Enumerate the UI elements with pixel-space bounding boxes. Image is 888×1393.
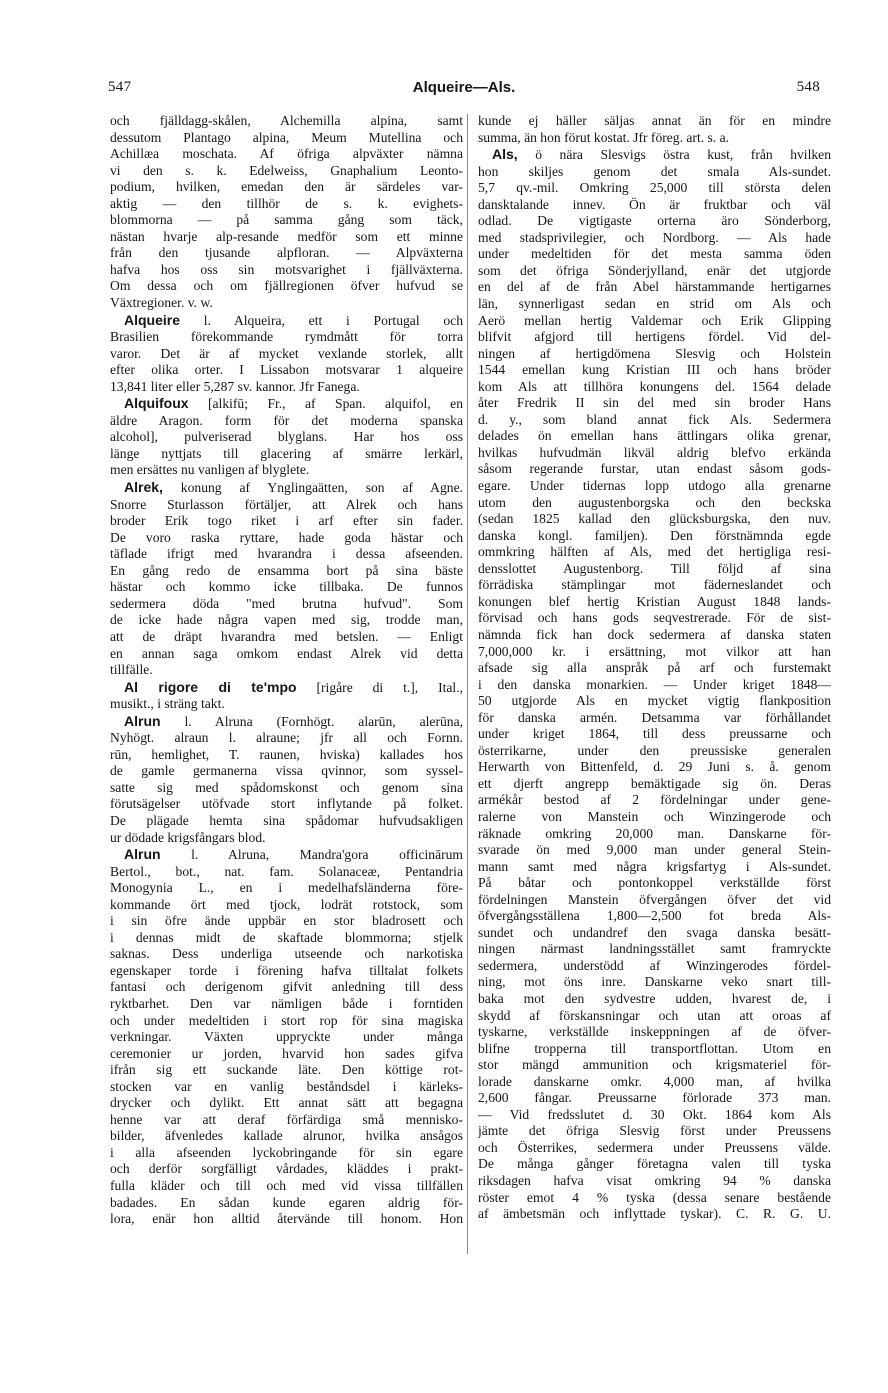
line-text: under kriget 1864, till dess preussarne och — [478, 726, 831, 742]
text-line — [478, 164, 831, 181]
line-text: att de dräpt hvarandra med betslen. — Enligt — [110, 628, 463, 644]
text-line — [478, 213, 831, 230]
line-text: blommorna — på samma gång som täck, — [110, 212, 463, 228]
line-text: Bertol., bot., nat. fam. Solanaceæ, Pentandria — [110, 863, 463, 879]
text-line — [110, 1178, 463, 1195]
text-line — [478, 197, 831, 214]
line-text: österrikarne, under den preussiske generalen — [478, 742, 831, 758]
text-line — [110, 747, 463, 764]
line-text: ur dödade krigsfångars blod. — [110, 829, 266, 845]
line-text: öfvergångsställena 1,800—2,500 fot breda Als- — [478, 908, 831, 924]
line-text: vi den s. k. Edelweiss, Gnaphalium Leonto- — [110, 162, 463, 178]
text-line — [478, 577, 831, 594]
text-line — [110, 262, 463, 279]
line-text: De plägade hemta sina spådomar hufvudsakligen — [110, 812, 463, 828]
text-line — [110, 880, 463, 897]
text-line — [110, 629, 463, 646]
text-line — [478, 1140, 831, 1157]
line-text: kom Als att tillhöra konungens del. 1564 delade — [478, 378, 831, 394]
text-line — [110, 278, 463, 295]
line-text: hvilkas hufvudmän likväl aldrig blefvo erkända — [478, 444, 831, 460]
text-line — [110, 780, 463, 797]
text-line — [110, 146, 463, 163]
line-text: och under medeltiden i stort rop för sina magiska — [110, 1012, 463, 1028]
entry-first-line — [478, 146, 831, 164]
line-text: blifvit afgjord till hertigens fördel. Vid del- — [478, 329, 831, 345]
text-line — [110, 245, 463, 262]
text-line — [478, 677, 831, 694]
page-number-right: 548 — [796, 79, 820, 95]
right-column — [478, 113, 831, 1263]
line-text: alcohol], pulveriserad blyglans. Har hos oss — [110, 429, 463, 445]
text-line — [110, 530, 463, 547]
text-line — [478, 1206, 831, 1223]
text-line — [110, 413, 463, 430]
text-line — [478, 1024, 831, 1041]
text-line — [110, 513, 463, 530]
left-column — [110, 113, 463, 1263]
line-text: podium, hvilken, emedan den är särdeles var- — [110, 179, 463, 195]
line-text: ceremonier ur jorden, hvarvid hon sades gifva — [110, 1045, 463, 1061]
line-text: Nyhögt. alraun l. alraune; jfr all och Fornn. — [110, 730, 463, 746]
line-text: en annan saga omkom endast Alrek vid detta — [110, 645, 463, 661]
line-text: verkningar. Växten uppryckte under många — [110, 1029, 463, 1045]
line-text: baka mot den sydvestre udden, hvarest de, i — [478, 990, 831, 1006]
line-text: lorade danskarne omkr. 4,000 man, af hvilka — [478, 1073, 831, 1089]
text-line — [478, 644, 831, 661]
text-line — [110, 113, 463, 130]
text-line — [478, 660, 831, 677]
text-line — [478, 726, 831, 743]
text-line — [110, 930, 463, 947]
line-text: äldre Aragon. form för det moderna spanska — [110, 412, 463, 428]
line-text: tyskarne, verkställde inskeppningen af de öfver- — [478, 1024, 831, 1040]
line-text: densslottet Augustenborg. Till följd af sina — [478, 560, 831, 576]
column-divider — [467, 114, 468, 1254]
line-text: förutsägelser utöfvade stort inflytande på folket. — [110, 796, 463, 812]
text-line — [478, 428, 831, 445]
text-line — [478, 313, 831, 330]
line-text: under medeltiden för det mesta samma öden — [478, 246, 831, 262]
line-text: konungen blef hertig Kristian August 1848 lands- — [478, 593, 831, 609]
line-text: henne var att deraf förfärdiga små mennisko- — [110, 1111, 463, 1127]
line-text: varor. Det är af mycket vexlande storlek, allt — [110, 345, 463, 361]
text-line — [478, 263, 831, 280]
text-line — [110, 1029, 463, 1046]
text-line — [478, 859, 831, 876]
text-line — [110, 662, 463, 679]
line-text: länge nyttjats till glacering af smärre lerkärl, — [110, 445, 463, 461]
text-line — [478, 495, 831, 512]
line-text: i den danska monarkien. — Under kriget 1848— — [478, 676, 831, 692]
text-line — [110, 295, 463, 312]
line-text: nästan hvarje alp-resande medför som ett minne — [110, 228, 463, 244]
line-text: 50 utgjorde Als en mycket vigtig flankposition — [478, 693, 831, 709]
line-text: sundet och undandref den svaga danska besätt- — [478, 924, 831, 940]
text-line — [478, 809, 831, 826]
line-text: De många gånger företagna valen till tyska — [478, 1156, 831, 1172]
text-line — [110, 497, 463, 514]
text-line — [110, 196, 463, 213]
line-text: efter olika orter. I Lissabon motsvarar 1 alqueire — [110, 362, 463, 378]
line-text: armékår bestod af 2 fördelningar under gene- — [478, 792, 831, 808]
line-text: l. Alqueira, ett i Portugal och — [180, 312, 463, 328]
line-text: jämte det öfriga Slesvig först under Preussens — [478, 1123, 831, 1139]
text-line — [110, 730, 463, 747]
text-line — [478, 925, 831, 942]
text-line — [478, 561, 831, 578]
text-line — [478, 875, 831, 892]
line-text: tillfälle. — [110, 662, 153, 678]
line-text: På båtar och pontonkoppel verkställde först — [478, 875, 831, 891]
text-line — [478, 627, 831, 644]
text-line — [478, 113, 831, 130]
line-text: af ämbetsmän och inflyttade tyskar). C. R. G. U. — [478, 1206, 831, 1222]
line-text: svarade ön med 9,000 man under general Stein- — [478, 842, 831, 858]
text-line — [478, 246, 831, 263]
line-text: afsade sig alla anspråk på arf och furstemakt — [478, 660, 831, 676]
line-text: Herwarth von Bittenfeld, d. 29 Juni s. å. genom — [478, 759, 831, 775]
line-text: l. Alruna (Fornhögt. alarūn, alerūna, — [160, 713, 463, 729]
text-line — [110, 462, 463, 479]
entry-headword: Alrek, — [124, 479, 163, 496]
text-line — [110, 963, 463, 980]
text-line — [110, 546, 463, 563]
line-text: delades ön emellan hans ättlingars olika grenar, — [478, 428, 831, 444]
text-line — [110, 1161, 463, 1178]
line-text: egenskaper torde i förening hafva tilltalat folkets — [110, 962, 463, 978]
text-line — [478, 230, 831, 247]
text-line — [478, 710, 831, 727]
line-text: l. Alruna, Mandra'gora officinārum — [160, 847, 463, 863]
text-line — [478, 1156, 831, 1173]
entry-first-line — [110, 679, 463, 697]
line-text: badades. En sådan kunde egaren aldrig för- — [110, 1194, 463, 1210]
line-text: täflade ifrigt med hvarandra i dessa afseenden. — [110, 546, 463, 562]
text-line — [478, 826, 831, 843]
line-text: blifne tropperna till transportflottan. Utom en — [478, 1040, 831, 1056]
text-line — [478, 759, 831, 776]
text-line — [110, 696, 463, 713]
running-title: Alqueire—Als. — [412, 79, 516, 96]
line-text: Om dessa och om fjällregionen öfver hufvud se — [110, 278, 463, 294]
text-line — [110, 763, 463, 780]
text-line — [110, 163, 463, 180]
text-line — [110, 596, 463, 613]
entry-first-line — [110, 713, 463, 731]
line-text: i alla afseenden lyckobringande för sin egare — [110, 1144, 463, 1160]
line-text: lora, enär hon alltid återvände till honom. Hon — [110, 1211, 463, 1227]
line-text: förrädiska stämplingar mot fäderneslandet och — [478, 577, 831, 593]
text-line — [478, 594, 831, 611]
text-line — [110, 130, 463, 147]
line-text: fördelningen Manstein öfvergången öfver det vid — [478, 891, 831, 907]
text-line — [110, 913, 463, 930]
line-text: 13,841 liter eller 5,287 sv. kannor. Jfr Fanega. — [110, 378, 360, 394]
entry-first-line — [110, 479, 463, 497]
text-line — [110, 796, 463, 813]
text-line — [110, 1145, 463, 1162]
line-text: rūn, hemlighet, T. raunen, hviska) kallades hos — [110, 746, 463, 762]
line-text: Achillæa moschata. Af öfriga alpväxter nämna — [110, 146, 463, 162]
line-text: saknas. Dess underliga utseende och narkotiska — [110, 946, 463, 962]
text-line — [478, 130, 831, 147]
text-line — [110, 362, 463, 379]
text-line — [478, 1190, 831, 1207]
text-line — [110, 346, 463, 363]
text-line — [478, 908, 831, 925]
text-line — [478, 776, 831, 793]
text-line — [478, 412, 831, 429]
text-line — [478, 1173, 831, 1190]
text-line — [478, 544, 831, 561]
text-line — [478, 958, 831, 975]
text-line — [478, 395, 831, 412]
text-line — [478, 296, 831, 313]
line-text: mann samt med några krigsfartyg i Als-sundet. — [478, 858, 831, 874]
text-line — [110, 579, 463, 596]
line-text: och derför sorgfälligt vårdades, kläddes i prakt- — [110, 1161, 463, 1177]
text-line — [110, 212, 463, 229]
text-line — [478, 445, 831, 462]
line-text: ommkring hälften af Als, med det hertigliga resi- — [478, 544, 831, 560]
line-text: utom den augustenborgska och den beckska — [478, 494, 831, 510]
line-text: De voro raska ryttare, hade goda hästar och — [110, 529, 463, 545]
line-text: [rigåre di t.], Ital., — [296, 679, 463, 695]
line-text: ö nära Slesvigs östra kust, från hvilken — [517, 147, 831, 163]
entry-headword: Als, — [492, 146, 518, 163]
line-text: Snorre Sturlasson förtäljer, att Alrek och hans — [110, 496, 463, 512]
text-line — [110, 1211, 463, 1228]
text-line — [110, 612, 463, 629]
text-line — [478, 279, 831, 296]
line-text: ningen af hertigdömena Slesvig och Holstein — [478, 345, 831, 361]
text-line — [110, 979, 463, 996]
line-text: skydd af förskansningar och utan att oroas af — [478, 1007, 831, 1023]
line-text: En gång redo de ensamma bort på sina bäste — [110, 562, 463, 578]
line-text: och fjälldagg-skålen, Alchemilla alpina, samt — [110, 113, 463, 128]
line-text: 2,600 fångar. Preussarne förlorade 373 man. — [478, 1090, 831, 1106]
line-text: nämnda fick han dock sedermera af danska staten — [478, 626, 831, 642]
text-line — [478, 180, 831, 197]
line-text: stocken var en vanlig beståndsdel i kärleks- — [110, 1078, 463, 1094]
text-line — [478, 941, 831, 958]
text-line — [110, 864, 463, 881]
text-line — [478, 346, 831, 363]
line-text: räknade omkring 20,000 man. Danskarne för- — [478, 825, 831, 841]
text-line — [110, 1062, 463, 1079]
line-text: dansktalande innev. Ön är fruktbar och väl — [478, 196, 831, 212]
line-text: hafva hos oss sin motsvarighet i fjällväxterna. — [110, 261, 463, 277]
line-text: fulla kläder och till och med vid vissa tillfällen — [110, 1178, 463, 1193]
line-text: Växtregioner. v. w. — [110, 295, 213, 311]
text-line — [478, 1008, 831, 1025]
line-text: men ersättes nu vanligen af blyglete. — [110, 462, 310, 478]
line-text: 7,000,000 kr. i ersättning, mot vilkor att han — [478, 643, 831, 659]
entry-first-line — [110, 312, 463, 330]
entry-headword: Alrun — [124, 712, 161, 729]
line-text: i sin öfre ände uppbär en stor bladrosett och — [110, 913, 463, 929]
text-line — [110, 813, 463, 830]
line-text: [alkifū; Fr., af Span. alquifol, en — [188, 396, 463, 412]
line-text: de gamle germanerna vissa qvinnor, som syssel- — [110, 763, 463, 779]
text-line — [110, 646, 463, 663]
line-text: för danska armén. Detsamma var förhållandet — [478, 709, 831, 725]
line-text: aktig — den tillhör de s. k. evighets- — [110, 195, 463, 211]
line-text: som det öfriga Sönderjylland, enär det utgjorde — [478, 262, 831, 278]
line-text: ningen närmast landningsstället samt framryckte — [478, 941, 831, 957]
text-line — [110, 1112, 463, 1129]
line-text: ralerne von Manstein och Winzingerode och — [478, 808, 831, 824]
text-line — [478, 1074, 831, 1091]
line-text: län, synnerligast sedan en strid om Als och — [478, 296, 831, 312]
text-line — [110, 179, 463, 196]
line-text: (sedan 1825 kallad den glücksburgska, den nuv. — [478, 511, 831, 527]
line-text: d. y., som bland annat fick Als. Sedermera — [478, 411, 831, 427]
text-line — [478, 991, 831, 1008]
page-header — [108, 79, 820, 103]
text-line — [478, 1090, 831, 1107]
text-line — [478, 610, 831, 627]
line-text: med stadsprivilegier, och Nordborg. — Als hade — [478, 229, 831, 245]
text-line — [478, 478, 831, 495]
text-line — [110, 1128, 463, 1145]
entry-headword: Alquifoux — [124, 395, 189, 412]
line-text: sedermera döda "med brutna hufvud". Som — [110, 595, 463, 611]
entry-headword: Alqueire — [124, 311, 181, 328]
text-line — [478, 1041, 831, 1058]
line-text: kommande ört med tjock, lodrät rotstock, som — [110, 896, 463, 912]
text-line — [478, 1123, 831, 1140]
text-line — [478, 362, 831, 379]
line-text: sedermera, understödd af Winzingerodes fördel- — [478, 957, 831, 973]
line-text: de icke hade några vapen med sig, trodde man, — [110, 612, 463, 628]
line-text: konung af Ynglingaätten, son af Agne. — [162, 480, 463, 496]
line-text: satte sig med spådomskonst och genom sina — [110, 779, 463, 795]
text-line — [478, 461, 831, 478]
line-text: från den tjusande alpfloran. — Alpväxterna — [110, 245, 463, 261]
line-text: ning, mot öns inre. Danskarne veko snart till- — [478, 974, 831, 990]
text-line — [110, 1013, 463, 1030]
line-text: Monogynia L., en i medelhafsländerna före- — [110, 880, 463, 896]
line-text: hästar och kommo icke tillbaka. De funnos — [110, 579, 463, 595]
text-line — [478, 693, 831, 710]
text-line — [478, 528, 831, 545]
text-line — [110, 379, 463, 396]
text-line — [110, 830, 463, 847]
text-line — [110, 996, 463, 1013]
entry-headword: Al rigore di te'mpo — [124, 678, 297, 695]
text-line — [110, 897, 463, 914]
text-line — [478, 379, 831, 396]
line-text: 1544 emellan kung Kristian III och hans bröder — [478, 362, 831, 378]
line-text: Aerö mellan hertig Valdemar och Erik Glipping — [478, 312, 831, 328]
entry-first-line — [110, 395, 463, 413]
line-text: ett djerft angrepp bemäktigade sig ön. Deras — [478, 775, 831, 791]
text-line — [478, 329, 831, 346]
line-text: åter Fredrik II sin del med sin broder Hans — [478, 395, 831, 411]
text-line — [110, 1046, 463, 1063]
line-text: danska kongl. familjen). Den förstnämnda egde — [478, 527, 831, 543]
line-text: stor mängd ammunition och krigsmateriel för- — [478, 1057, 831, 1073]
text-line — [478, 1057, 831, 1074]
line-text: kunde ej häller säljas annat än för en mindre — [478, 113, 831, 128]
line-text: broder Erik togo riket i arf efter sin fader. — [110, 513, 463, 529]
entry-first-line — [110, 846, 463, 864]
page-number-left: 547 — [108, 79, 132, 95]
text-line — [110, 229, 463, 246]
line-text: Brasilien förekommande rymdmått för torra — [110, 329, 463, 345]
text-line — [110, 563, 463, 580]
text-line — [110, 446, 463, 463]
text-line — [110, 1079, 463, 1096]
line-text: riksdagen hafva visat omkring 94 % danska — [478, 1173, 831, 1188]
text-line — [110, 946, 463, 963]
text-line — [478, 1107, 831, 1124]
line-text: såsom regerande furstar, utan endast såsom gods- — [478, 461, 831, 477]
line-text: musikt., i sträng takt. — [110, 696, 225, 712]
line-text: — Vid fredsslutet d. 30 Okt. 1864 kom Als — [478, 1106, 831, 1122]
line-text: dessutom Plantago alpina, Meum Mutellina och — [110, 129, 463, 145]
line-text: bilder, äfvenledes kallade alrunor, hvilka ansågos — [110, 1128, 463, 1144]
line-text: fantasi och derigenom gifvit anledning till dess — [110, 979, 463, 995]
line-text: ifrån sig ett suckande läte. Den köttige rot- — [110, 1062, 463, 1078]
text-line — [110, 1195, 463, 1212]
text-line — [478, 892, 831, 909]
text-line — [478, 743, 831, 760]
line-text: en del af de från Abel härstammande hertigarnes — [478, 279, 831, 295]
line-text: 5,7 qv.-mil. Omkring 25,000 till största delen — [478, 180, 831, 196]
line-text: ryktbarhet. Den var nämligen både i forntiden — [110, 995, 463, 1011]
entry-headword: Alrun — [124, 846, 161, 863]
text-line — [478, 792, 831, 809]
line-text: odlad. De vigtigaste orterna äro Sönderborg, — [478, 213, 831, 229]
line-text: förvisad och hans gods seqvestrerade. För de sist- — [478, 610, 831, 626]
text-line — [478, 842, 831, 859]
line-text: röster emot 4 % tyska (dessa senare bestående — [478, 1189, 831, 1205]
text-line — [110, 329, 463, 346]
line-text: och Österrikes, sedermera under Preussens välde. — [478, 1139, 831, 1155]
text-line — [478, 974, 831, 991]
line-text: egare. Under tidernas lopp utdogo alla grenarne — [478, 478, 831, 494]
text-line — [110, 429, 463, 446]
line-text: hon skiljes genom det smala Als-sundet. — [478, 163, 831, 179]
line-text: summa, än hon förut kostat. Jfr föreg. art. s. a. — [478, 129, 730, 145]
line-text: drycker och dylikt. Ett annat sätt att begagna — [110, 1095, 463, 1111]
line-text: i dennas midt de skaftade blommorna; stjelk — [110, 929, 463, 945]
text-line — [110, 1095, 463, 1112]
text-line — [478, 511, 831, 528]
